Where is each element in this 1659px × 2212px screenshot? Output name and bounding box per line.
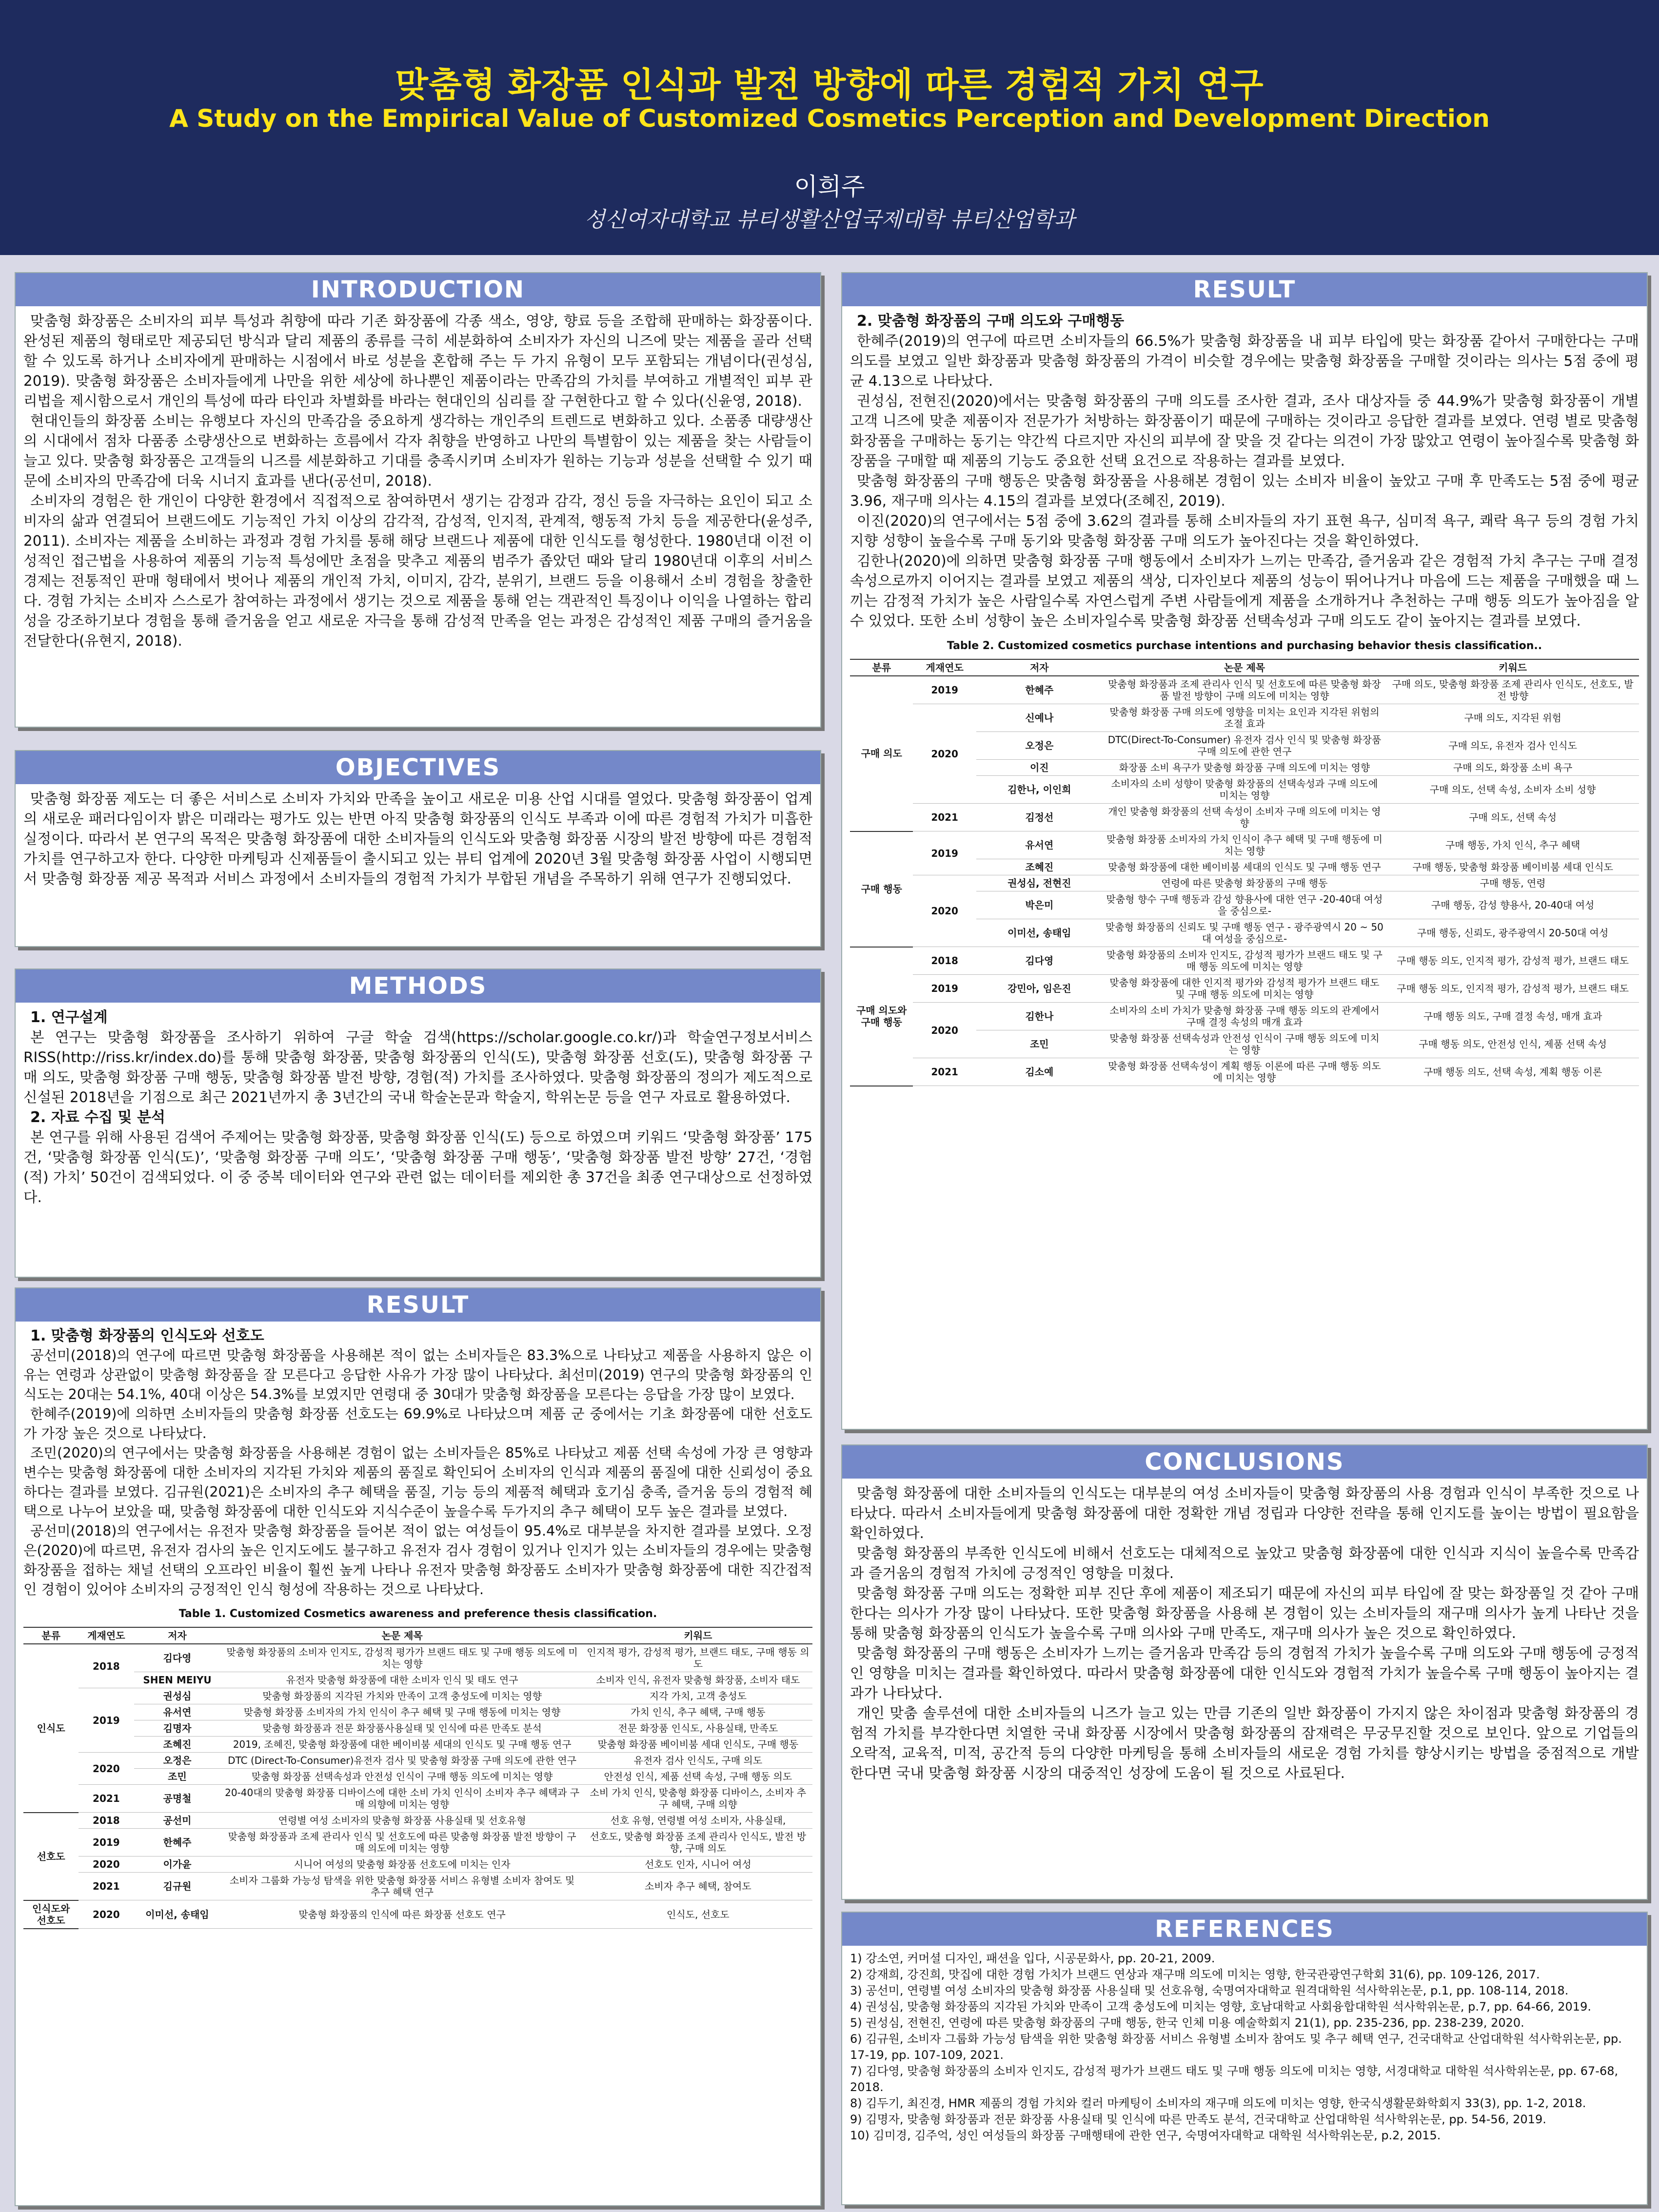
result-paragraph: 공선미(2018)의 연구에서는 유전자 맞춤형 화장품을 들어본 적이 없는 여성들이 95.4%로 대부분을 차지한 결과를 보였다. 오정은(2020)에 따르면, 유전자 검사의 높은 인지도에도 불구하고 유전자 검사 경험이 있거나 인지가 있는 소비자들의 경우에는 맞춤형 화장품을 접하는 채널 선택의 오프라인 비율이 훨씬 높게 나타나 유전자 맞춤형 화장품도 소비자가 맞춤형 화장품에 대한 직간접적인 경험이 있어야 소비자의 긍정적인 인식 형성에 작용하는 것으로 나타났다. bbox=[23, 1523, 812, 1598]
table-cell-keywords: 구매 행동, 맞춤형 화장품 베이비붐 세대 인식도 bbox=[1386, 859, 1639, 875]
table1-caption: Table 1. Customized Cosmetics awareness and preference thesis classification. bbox=[178, 1608, 657, 1620]
col-header: 키워드 bbox=[1386, 659, 1639, 676]
result-paragraph: 김한나(2020)에 의하면 맞춤형 화장품 구매 행동에서 소비자가 느끼는 만족감, 즐거움과 같은 경험적 가치 추구는 구매 결정 속성으로까지 이어지는 결과를 보였고 제품의 색상, 디자인보다 제품의 성능이 뛰어나거나 마음에 드는 제품을 구매했을 때 느끼는 감정적 가치가 높은 사람일수록 자연스럽게 주변 사람들에게 제품을 소개하거나 추천하는 구매 행동 의도가 높아짐을 알 수 있었다. 또한 소비 성향이 높은 소비자일수록 맞춤형 화장품 선택속성과 구매 의도도 같이 높아지는 결과를 보였다. bbox=[850, 553, 1639, 629]
table-cell-author: 김소예 bbox=[976, 1058, 1103, 1086]
col-header: 저자 bbox=[134, 1627, 221, 1644]
methods-heading: METHODS bbox=[16, 969, 820, 1003]
table-cell-year: 2021 bbox=[913, 804, 976, 831]
table-cell-author: 강민아, 임은진 bbox=[976, 975, 1103, 1003]
col-header: 저자 bbox=[976, 659, 1103, 676]
col-header: 게재연도 bbox=[79, 1627, 134, 1644]
conclusions-paragraph: 맞춤형 화장품의 부족한 인식도에 비해서 선호도는 대체적으로 높았고 맞춤형 화장품에 대한 인식과 지식이 높을수록 만족감과 즐거움의 경험적 가치에 긍정적인 영향을 미쳤다. bbox=[850, 1545, 1639, 1581]
introduction-heading: INTRODUCTION bbox=[16, 273, 820, 306]
table-row bbox=[850, 804, 1639, 831]
table-cell-keywords: 구매 의도, 화장품 소비 욕구 bbox=[1386, 760, 1639, 776]
col-header: 게재연도 bbox=[913, 659, 976, 676]
reference-item: 5) 권성심, 전현진, 연령에 따른 맞춤형 화장품의 구매 행동, 한국 인체 미용 예술학회지 21(1), pp. 235-236, pp. 238-239, 2020. bbox=[850, 2016, 1524, 2030]
conclusions-paragraph: 맞춤형 화장품에 대한 소비자들의 인식도는 대부분의 여성 소비자들이 맞춤형 화장품의 사용 경험과 인식이 부족한 것으로 나타났다. 따라서 소비자들에게 맞춤형 화장품에 대한 정확한 개념 정립과 다양한 전략을 통해 인지도를 높이는 방법이 필요함을 확인하였다. bbox=[850, 1485, 1639, 1541]
table-cell-title: 맞춤형 화장품 선택속성과 안전성 인식이 구매 행동 의도에 미치는 영향 bbox=[1103, 1030, 1386, 1058]
table-cell-author: 오정은 bbox=[976, 732, 1103, 760]
table-cell-keywords: 소비자 인식, 유전자 맞춤형 화장품, 소비자 태도 bbox=[584, 1672, 812, 1688]
result-paragraph: 권성심, 전현진(2020)에서는 맞춤형 화장품의 구매 의도를 조사한 결과, 조사 대상자들 중 44.9%가 맞춤형 화장품이 개별 고객 니즈에 맞춘 제품이자 전문가가 처방하는 화장품이기 때문에 구매하는 것이라고 응답한 결과를 보였다. 연령 별로 맞춤형 화장품을 구매하는 동기는 약간씩 다르지만 자신의 피부에 잘 맞을 것 같다는 의견이 가장 많았고 연령이 높아질수록 맞춤형 화장품을 구매할 때 제품의 기능도 중요한 선택 요건으로 작용하는 결과를 보였다. bbox=[850, 393, 1639, 469]
table-cell-author: 한혜주 bbox=[976, 676, 1103, 704]
methods-subheading-design: 1. 연구설계 bbox=[30, 1009, 108, 1026]
table-cell-title: 맞춤형 화장품 구매 의도에 영향을 미치는 요인과 지각된 위험의 조절 효과 bbox=[1103, 704, 1386, 732]
table-cell-keywords: 구매 행동, 신뢰도, 광주광역시 20-50대 여성 bbox=[1386, 919, 1639, 947]
table-cell-title: DTC (Direct-To-Consumer)유전자 검사 및 맞춤형 화장품 구매 의도에 관한 연구 bbox=[220, 1753, 583, 1769]
table-cell-author: 공선미 bbox=[134, 1813, 221, 1829]
table-cell-title: 맞춤형 화장품 소비자의 가치 인식이 추구 혜택 및 구매 행동에 미치는 영향 bbox=[220, 1704, 583, 1720]
table-row bbox=[850, 947, 1639, 975]
table-cell-category: 구매 행동 bbox=[850, 831, 913, 947]
table-cell-title: 맞춤형 화장품의 지각된 가치와 만족이 고객 충성도에 미치는 영향 bbox=[220, 1688, 583, 1704]
table-row bbox=[23, 1813, 812, 1829]
table-cell-author: 조혜진 bbox=[134, 1737, 221, 1753]
table-row bbox=[23, 1900, 812, 1929]
reference-item: 1) 강소연, 커머셜 디자인, 패션을 입다, 시공문화사, pp. 20-21, 2009. bbox=[850, 1952, 1215, 1965]
table-cell-year: 2018 bbox=[79, 1813, 134, 1829]
table-cell-author: 공명철 bbox=[134, 1785, 221, 1813]
table-row bbox=[850, 1003, 1639, 1030]
table2 bbox=[850, 659, 1639, 1086]
table-cell-keywords: 구매 행동, 연령 bbox=[1386, 875, 1639, 891]
table-cell-category: 인식도 bbox=[23, 1644, 79, 1813]
reference-item: 8) 김두기, 최진경, HMR 제품의 경험 가치와 컬러 마케팅이 소비자의 재구매 의도에 미치는 영향, 한국식생활문화학회지 33(3), pp. 1-2, 2018. bbox=[850, 2096, 1586, 2110]
table-cell-year: 2021 bbox=[79, 1785, 134, 1813]
table-row bbox=[23, 1769, 812, 1785]
table-row bbox=[23, 1720, 812, 1737]
table-cell-author: 박은미 bbox=[976, 891, 1103, 919]
table-cell-year: 2019 bbox=[913, 975, 976, 1003]
conclusions-paragraph: 맞춤형 화장품의 구매 행동은 소비자가 느끼는 즐거움과 만족감 등의 경험적 가치가 높을수록 구매 의도와 구매 행동에 긍정적인 영향을 미치는 결과를 확인하였다. 따라서 맞춤형 화장품에 대한 인식도와 경험적 가치가 높을수록 구매 행동이 높아지는 결과가 나타났다. bbox=[850, 1645, 1639, 1701]
table-cell-author: 이진 bbox=[976, 760, 1103, 776]
table-cell-author: 김정선 bbox=[976, 804, 1103, 831]
table-cell-year: 2020 bbox=[79, 1900, 134, 1929]
table-cell-year: 2020 bbox=[913, 1003, 976, 1058]
title-english: A Study on the Empirical Value of Customized Cosmetics Perception and Development Direction bbox=[169, 104, 1490, 133]
table-cell-keywords: 선호도, 맞춤형 화장품 조제 관리사 인식도, 발전 방향, 구매 의도 bbox=[584, 1829, 812, 1856]
table-cell-keywords: 선호도 인자, 시니어 여성 bbox=[584, 1856, 812, 1873]
result-paragraph: 공선미(2018)의 연구에 따르면 맞춤형 화장품을 사용해본 적이 없는 소비자들은 83.3%으로 나타났고 제품을 사용하지 않은 이유는 연령과 상관없이 맞춤형 화장품을 잘 모른다고 응답한 사유가 가장 많이 나타났다. 최선미(2019) 연구의 맞춤형 화장품의 인식도는 20대는 54.1%, 40대 이상은 54.3%를 보였지만 연령대 중 30대가 맞춤형 화장품을 모른다는 응답을 가장 많이 보였다. bbox=[23, 1347, 812, 1402]
table-cell-author: 김한나, 이인희 bbox=[976, 776, 1103, 804]
table-cell-author: 이미선, 송태임 bbox=[976, 919, 1103, 947]
table-row bbox=[850, 875, 1639, 891]
author-affiliation: 성신여자대학교 뷰티생활산업국제대학 뷰티산업학과 bbox=[584, 207, 1075, 232]
table-cell-keywords: 소비 가치 인식, 맞춤형 화장품 디바이스, 소비자 추구 혜택, 구매 의향 bbox=[584, 1785, 812, 1813]
table-cell-title: 연령별 여성 소비자의 맞춤형 화장품 사용실태 및 선호유형 bbox=[220, 1813, 583, 1829]
table-row bbox=[23, 1856, 812, 1873]
conclusions-paragraph: 개인 맞춤 솔루션에 대한 소비자들의 니즈가 늘고 있는 만큼 기존의 일반 화장품이 가지지 않은 차이점과 맞춤형 화장품의 경험적 가치를 부각한다면 치열한 국내 화장품 시장에서 맞춤형 화장품의 잠재력은 무궁무진할 것으로 보인다. 앞으로 기업들의 오락적, 교육적, 미적, 공간적 등의 다양한 마케팅을 통해 소비자들의 새로운 경험 가치를 향상시키는 방법을 중점적으로 개발한다면 국내 맞춤형 화장품 시장의 대중적인 성장에 도움이 될 것으로 사료된다. bbox=[850, 1705, 1639, 1781]
table-row bbox=[23, 1829, 812, 1856]
table-row bbox=[850, 1058, 1639, 1086]
result-subheading: 1. 맞춤형 화장품의 인식도와 선호도 bbox=[30, 1327, 264, 1344]
table-cell-author: 김다영 bbox=[134, 1644, 221, 1672]
result-heading: RESULT bbox=[842, 273, 1647, 306]
objectives-panel bbox=[15, 750, 821, 947]
table-row bbox=[850, 704, 1639, 732]
table-cell-keywords: 맞춤형 화장품 베이비붐 세대 인식도, 구매 행동 bbox=[584, 1737, 812, 1753]
table-cell-author: 이가윤 bbox=[134, 1856, 221, 1873]
table-cell-year: 2020 bbox=[913, 704, 976, 804]
reference-item: 6) 김규원, 소비자 그룹화 가능성 탐색을 위한 맞춤형 화장품 서비스 유형별 소비자 참여도 및 추구 혜택 연구, 건국대학교 산업대학원 석사학위논문, pp. 17-19, pp. 107-109, 2021. bbox=[850, 2032, 1622, 2062]
table-cell-keywords: 인지적 평가, 감성적 평가, 브랜드 태도, 구매 행동 의도 bbox=[584, 1644, 812, 1672]
reference-item: 2) 강재희, 강진희, 맛집에 대한 경험 가치가 브랜드 연상과 재구매 의도에 미치는 영향, 한국관광연구학회 31(6), pp. 109-126, 2017. bbox=[850, 1968, 1540, 1981]
table-cell-title: 맞춤형 화장품에 대한 베이비붐 세대의 인식도 및 구매 행동 연구 bbox=[1103, 859, 1386, 875]
table-cell-author: 신예나 bbox=[976, 704, 1103, 732]
title-korean: 맞춤형 화장품 인식과 발전 방향에 따른 경험적 가치 연구 bbox=[395, 65, 1264, 105]
table-cell-title: 유전자 맞춤형 화장품에 대한 소비자 인식 및 태도 연구 bbox=[220, 1672, 583, 1688]
references-panel bbox=[841, 1912, 1648, 2205]
table-cell-author: 권성심 bbox=[134, 1688, 221, 1704]
table-cell-keywords: 구매 행동 의도, 인지적 평가, 감성적 평가, 브랜드 태도 bbox=[1386, 947, 1639, 975]
table-cell-title: DTC(Direct-To-Consumer) 유전자 검사 인식 및 맞춤형 화장품 구매 의도에 관한 연구 bbox=[1103, 732, 1386, 760]
result-awareness-panel bbox=[15, 1287, 821, 2206]
reference-item: 7) 김다영, 맞춤형 화장품의 소비자 인지도, 감성적 평가가 브랜드 태도 및 구매 행동 의도에 미치는 영향, 서경대학교 대학원 석사학위논문, pp. 67-68, 2018. bbox=[850, 2064, 1619, 2094]
result-paragraph: 이진(2020)의 연구에서는 5점 중에 3.62의 결과를 통해 소비자들의 자기 표현 욕구, 심미적 욕구, 쾌락 욕구 등의 경험 가치 지향 성향이 높을수록 구매 동기와 맞춤형 화장품 구매 의도가 높아진다는 것을 확인하였다. bbox=[850, 513, 1639, 549]
table-cell-author: 조혜진 bbox=[976, 859, 1103, 875]
table-cell-author: 유서연 bbox=[134, 1704, 221, 1720]
table-cell-title: 맞춤형 화장품의 인식에 따른 화장품 선호도 연구 bbox=[220, 1900, 583, 1929]
objectives-paragraph: 맞춤형 화장품 제도는 더 좋은 서비스로 소비자 가치와 만족을 높이고 새로운 미용 산업 시대를 열었다. 맞춤형 화장품이 업계의 새로운 패러다임이자 밝은 미래라는 평가도 있는 반면 아직 맞춤형 화장품의 인식도 부족과 이에 따른 경험적 가치가 미흡한 실정이다. 따라서 본 연구의 목적은 맞춤형 화장품에 대한 소비자들의 인식도와 맞춤형 화장품 시장의 발전 방향에 따른 경험적 가치를 연구하고자 한다. 다양한 마케팅과 신제품들이 출시되고 있는 뷰티 업계에 2020년 3월 맞춤형 화장품 사업이 시행되면서 맞춤형 화장품 제공 목적과 서비스 과정에서 소비자들의 경험적 가치가 부합된 개념을 주목하기 위해 연구가 진행되었다. bbox=[23, 790, 812, 887]
table-cell-title: 소비자 그룹화 가능성 탐색을 위한 맞춤형 화장품 서비스 유형별 소비자 참여도 및 추구 혜택 연구 bbox=[220, 1873, 583, 1900]
table-cell-title: 시니어 여성의 맞춤형 화장품 선호도에 미치는 인자 bbox=[220, 1856, 583, 1873]
table-cell-year: 2019 bbox=[79, 1688, 134, 1753]
result-paragraph: 조민(2020)의 연구에서는 맞춤형 화장품을 사용해본 경험이 없는 소비자들은 85%로 나타났고 제품 선택 속성에 가장 큰 영향과 변수는 맞춤형 화장품에 대한 소비자의 지각된 가치와 제품의 품질로 확인되어 소비자의 인식과 제품의 품질에 대한 신뢰성이 중요하다는 결과를 보였다. 김규원(2021)은 소비자의 추구 혜택을 품질, 기능 등의 제품적 혜택과 호기심 충족, 즐거움 등의 경험적 혜택으로 나누어 보았을 때, 맞춤형 화장품에 대한 인식도와 지식수준이 높을수록 두가지의 추구 혜택이 모두 높은 결과를 보였다. bbox=[23, 1445, 812, 1520]
table-cell-title: 맞춤형 화장품 소비자의 가치 인식이 추구 혜택 및 구매 행동에 미치는 영향 bbox=[1103, 831, 1386, 859]
table-cell-keywords: 구매 의도, 선택 속성, 소비자 소비 성향 bbox=[1386, 776, 1639, 804]
table-cell-keywords: 선호 유형, 연령별 여성 소비자, 사용실태, bbox=[584, 1813, 812, 1829]
table-cell-keywords: 구매 의도, 지각된 위험 bbox=[1386, 704, 1639, 732]
table-cell-year: 2020 bbox=[79, 1856, 134, 1873]
table-cell-category: 인식도와 선호도 bbox=[23, 1900, 79, 1929]
reference-item: 4) 권성심, 맞춤형 화장품의 지각된 가치와 만족이 고객 충성도에 미치는 영향, 호남대학교 사회융합대학원 석사학위논문, p.7, pp. 64-66, 2019. bbox=[850, 2000, 1591, 2014]
col-header: 논문 제목 bbox=[220, 1627, 583, 1644]
table-cell-title: 맞춤형 화장품의 소비자 인지도, 감성적 평가가 브랜드 태도 및 구매 행동 의도에 미치는 영향 bbox=[1103, 947, 1386, 975]
table-row bbox=[23, 1873, 812, 1900]
table-row bbox=[23, 1672, 812, 1688]
intro-paragraph: 맞춤형 화장품은 소비자의 피부 특성과 취향에 따라 기존 화장품에 각종 색소, 영양, 향료 등을 조합해 판매하는 화장품이다. 완성된 제품의 형태로만 제공되던 방식과 달리 제품의 종류를 극히 세분화하여 소비자가 자신의 니즈에 맞는 제품을 골라 선택할 수 있도록 하거나 소비자에게 판매하는 시점에서 바로 성분을 혼합해 주는 두 가지 유형이 모두 포함되는 개념이다(권성심, 2019). 맞춤형 화장품은 소비자들에게 나만을 위한 세상에 하나뿐인 제품이라는 만족감의 가치를 부여하고 개별적인 피부 관리법을 제시함으로서 개인의 특성에 따라 타인과 차별화를 바라는 현대인의 심리를 잘 구현한다고 할 수 있다(신윤영, 2018). bbox=[23, 313, 812, 409]
table-row bbox=[23, 1785, 812, 1813]
table-row bbox=[23, 1737, 812, 1753]
table2-caption: Table 2. Customized cosmetics purchase intentions and purchasing behavior thesis classification.. bbox=[947, 640, 1542, 652]
methods-panel bbox=[15, 968, 821, 1278]
table-cell-keywords: 지각 가치, 고객 충성도 bbox=[584, 1688, 812, 1704]
table-row bbox=[23, 1753, 812, 1769]
table-cell-author: 김규원 bbox=[134, 1873, 221, 1900]
table-row bbox=[850, 831, 1639, 859]
table-cell-category: 선호도 bbox=[23, 1813, 79, 1900]
table-cell-author: 이미선, 송태임 bbox=[134, 1900, 221, 1929]
objectives-heading: OBJECTIVES bbox=[16, 751, 820, 784]
methods-subheading-data: 2. 자료 수집 및 분석 bbox=[30, 1109, 165, 1126]
table-cell-year: 2021 bbox=[913, 1058, 976, 1086]
table-cell-title: 맞춤형 향수 구매 행동과 감성 향용사에 대한 연구 -20-40대 여성을 중심으로- bbox=[1103, 891, 1386, 919]
reference-item: 9) 김명자, 맞춤형 화장품과 전문 화장품 사용실태 및 인식에 따른 만족도 분석, 건국대학교 산업대학원 석사학위논문, pp. 54-56, 2019. bbox=[850, 2113, 1546, 2126]
result-subheading: 2. 맞춤형 화장품의 구매 의도와 구매행동 bbox=[857, 313, 1125, 330]
table-cell-title: 맞춤형 화장품의 신뢰도 및 구매 행동 연구 - 광주광역시 20 ~ 50대 여성을 중심으로- bbox=[1103, 919, 1386, 947]
poster-header bbox=[0, 0, 1659, 255]
table-cell-title: 소비자의 소비 가치가 맞춤형 화장품 구매 행동 의도의 관계에서 구매 결정 속성의 매개 효과 bbox=[1103, 1003, 1386, 1030]
table-cell-keywords: 구매 행동, 감성 향용사, 20-40대 여성 bbox=[1386, 891, 1639, 919]
table-cell-author: 한혜주 bbox=[134, 1829, 221, 1856]
table1 bbox=[23, 1627, 812, 1929]
table-cell-author: 김다영 bbox=[976, 947, 1103, 975]
table-cell-title: 20-40대의 맞춤형 화장품 디바이스에 대한 소비 가치 인식이 소비자 추구 혜택과 구매 의향에 미치는 영향 bbox=[220, 1785, 583, 1813]
methods-paragraph: 본 연구는 맞춤형 화장품을 조사하기 위하여 구글 학술 검색(https://scholar.google.co.kr/)과 학술연구정보서비스 RISS(http://riss.kr/index.do)를 통해 맞춤형 화장품, 맞춤형 화장품의 인식(도), 맞춤형 화장품 선호(도), 맞춤형 화장품 구매 의도, 맞춤형 화장품 구매 행동, 맞춤형 화장품 발전 방향, 경험(적) 가치를 조사하였다. 맞춤형 화장품의 정의가 제도적으로 신설된 2018년을 기점으로 최근 2021년까지 총 3년간의 국내 학술논문과 학술지, 학위논문 등을 연구 자료로 활용하였다. bbox=[23, 1029, 812, 1106]
table-cell-author: 김한나 bbox=[976, 1003, 1103, 1030]
table-cell-category: 구매 의도 bbox=[850, 676, 913, 831]
table-cell-year: 2020 bbox=[79, 1753, 134, 1785]
table-cell-title: 맞춤형 화장품과 전문 화장품사용실태 및 인식에 따른 만족도 분석 bbox=[220, 1720, 583, 1737]
table-cell-keywords: 구매 행동 의도, 안전성 인식, 제품 선택 속성 bbox=[1386, 1030, 1639, 1058]
table-cell-title: 2019, 조혜진, 맞춤형 화장품에 대한 베이비붐 세대의 인식도 및 구매 행동 연구 bbox=[220, 1737, 583, 1753]
table-cell-keywords: 구매 의도, 맞춤형 화장품 조제 관리사 인식도, 선호도, 발전 방향 bbox=[1386, 676, 1639, 704]
table-row bbox=[23, 1688, 812, 1704]
conclusions-paragraph: 맞춤형 화장품 구매 의도는 정확한 피부 진단 후에 제품이 제조되기 때문에 자신의 피부 타입에 잘 맞는 화장품일 것 같아 구매한다는 의사가 가장 많이 나타났다. 또한 맞춤형 화장품을 사용해 본 경험이 있는 소비자들의 재구매 의사가 높게 나타난 것을 통해 맞춤형 화장품의 인식도가 높을수록 구매 의사와 구매 만족도, 재구매 의사가 높은 것으로 확인하였다. bbox=[850, 1585, 1639, 1641]
table-cell-title: 연령에 따른 맞춤형 화장품의 구매 행동 bbox=[1103, 875, 1386, 891]
table-cell-year: 2021 bbox=[79, 1873, 134, 1900]
table-cell-author: 권성심, 전현진 bbox=[976, 875, 1103, 891]
intro-paragraph: 현대인들의 화장품 소비는 유행보다 자신의 만족감을 중요하게 생각하는 개인주의 트렌드로 변화하고 있다. 소품종 대량생산의 시대에서 점차 다품종 소량생산으로 변화하는 흐름에서 각자 취향을 반영하고 나만의 특별함이 있는 제품을 찾는 사람들이 늘고 있다. 맞춤형 화장품은 고객들의 니즈를 세분화하고 기대를 충족시키며 소비자가 원하는 기능과 성분을 선택할 수 있기 때문에 소비자의 만족감에 더욱 시너지 효과를 낸다(공선미, 2018). bbox=[23, 413, 812, 489]
references-heading: REFERENCES bbox=[842, 1913, 1647, 1946]
reference-item: 10) 김미경, 김주억, 성인 여성들의 화장품 구매행태에 관한 연구, 숙명여자대학교 대학원 석사학위논문, p.2, 2015. bbox=[850, 2129, 1441, 2142]
table-cell-title: 개인 맞춤형 화장품의 선택 속성이 소비자 구매 의도에 미치는 영향 bbox=[1103, 804, 1386, 831]
table-cell-year: 2018 bbox=[79, 1644, 134, 1688]
table-cell-keywords: 소비자 추구 혜택, 참여도 bbox=[584, 1873, 812, 1900]
table-cell-year: 2019 bbox=[913, 831, 976, 875]
result-heading: RESULT bbox=[16, 1288, 820, 1322]
col-header: 키워드 bbox=[584, 1627, 812, 1644]
table-cell-keywords: 유전자 검사 인식도, 구매 의도 bbox=[584, 1753, 812, 1769]
table-cell-keywords: 구매 행동 의도, 선택 속성, 계획 행동 이론 bbox=[1386, 1058, 1639, 1086]
table-cell-year: 2020 bbox=[913, 875, 976, 947]
table-row bbox=[850, 676, 1639, 704]
table-cell-keywords: 구매 행동, 가치 인식, 추구 혜택 bbox=[1386, 831, 1639, 859]
table-cell-title: 화장품 소비 욕구가 맞춤형 화장품 구매 의도에 미치는 영향 bbox=[1103, 760, 1386, 776]
table-cell-year: 2018 bbox=[913, 947, 976, 975]
introduction-panel bbox=[15, 272, 821, 728]
table-cell-category: 구매 의도와 구매 행동 bbox=[850, 947, 913, 1086]
conclusions-heading: CONCLUSIONS bbox=[842, 1445, 1647, 1479]
table-cell-keywords: 구매 행동 의도, 구매 결정 속성, 매개 효과 bbox=[1386, 1003, 1639, 1030]
methods-paragraph: 본 연구를 위해 사용된 검색어 주제어는 맞춤형 화장품, 맞춤형 화장품 인식(도) 등으로 하였으며 키워드 ‘맞춤형 화장품’ 175건, ‘맞춤형 화장품 인식(도)’, ‘맞춤형 화장품 구매 의도’, ‘맞춤형 화장품 구매 행동’, ‘맞춤형 화장품 발전 방향’ 27건, ‘경험(적) 가치’ 50건이 검색되었다. 이 중 중복 데이터와 연구와 관련 없는 데이터를 제외한 총 37건을 최종 연구대상으로 선정하였다. bbox=[23, 1129, 812, 1205]
table-row bbox=[850, 975, 1639, 1003]
table-cell-keywords: 인식도, 선호도 bbox=[584, 1900, 812, 1929]
col-header: 분류 bbox=[850, 659, 913, 676]
table-cell-title: 맞춤형 화장품 선택속성이 계획 행동 이론에 따른 구매 행동 의도에 미치는 영향 bbox=[1103, 1058, 1386, 1086]
table-cell-author: 조민 bbox=[134, 1769, 221, 1785]
conclusions-panel bbox=[841, 1444, 1648, 1900]
table-cell-keywords: 가치 인식, 추구 혜택, 구매 행동 bbox=[584, 1704, 812, 1720]
table-cell-year: 2019 bbox=[79, 1829, 134, 1856]
result-paragraph: 맞춤형 화장품의 구매 행동은 맞춤형 화장품을 사용해본 경험이 있는 소비자 비율이 높았고 구매 후 만족도는 5점 중에 평균 3.96, 재구매 의사는 4.15의 결과를 보였다(조혜진, 2019). bbox=[850, 473, 1639, 509]
table-cell-keywords: 안전성 인식, 제품 선택 속성, 구매 행동 의도 bbox=[584, 1769, 812, 1785]
table-cell-title: 맞춤형 화장품 선택속성과 안전성 인식이 구매 행동 의도에 미치는 영향 bbox=[220, 1769, 583, 1785]
col-header: 분류 bbox=[23, 1627, 79, 1644]
table-cell-author: 김명자 bbox=[134, 1720, 221, 1737]
table-cell-title: 맞춤형 화장품에 대한 인지적 평가와 감성적 평가가 브랜드 태도 및 구매 행동 의도에 미치는 영향 bbox=[1103, 975, 1386, 1003]
table-cell-author: 유서연 bbox=[976, 831, 1103, 859]
table-row bbox=[23, 1644, 812, 1672]
result-paragraph: 한혜주(2019)의 연구에 따르면 소비자들의 66.5%가 맞춤형 화장품을 내 피부 타입에 맞는 화장품 같아서 구매한다는 구매 의도를 보였고 일반 화장품과 맞춤형 화장품의 가격이 비슷할 경우에는 맞춤형 화장품을 구매할 것이라는 의사는 5점 중에 평균 4.13으로 나타났다. bbox=[850, 333, 1639, 389]
table-cell-keywords: 구매 의도, 유전자 검사 인식도 bbox=[1386, 732, 1639, 760]
col-header: 논문 제목 bbox=[1103, 659, 1386, 676]
table-row bbox=[23, 1704, 812, 1720]
table-cell-author: 오정은 bbox=[134, 1753, 221, 1769]
table-cell-author: SHEN MEIYU bbox=[134, 1672, 221, 1688]
table-cell-title: 맞춤형 화장품과 조제 관리사 인식 및 선호도에 따른 맞춤형 화장품 발전 방향이 구매 의도에 미치는 영향 bbox=[1103, 676, 1386, 704]
result-paragraph: 한혜주(2019)에 의하면 소비자들의 맞춤형 화장품 선호도는 69.9%로 나타났으며 제품 군 중에서는 기초 화장품에 대한 선호도가 가장 높은 것으로 나타났다. bbox=[23, 1406, 812, 1442]
intro-paragraph: 소비자의 경험은 한 개인이 다양한 환경에서 직접적으로 참여하면서 생기는 감정과 감각, 정신 등을 자극하는 요인이 되고 소비자의 삶과 연결되어 브랜드에도 기능적인 가치 이상의 감각적, 감성적, 인지적, 관계적, 행동적 가치 등을 제공한다(윤성주, 2011). 소비자는 제품을 소비하는 과정과 경험 가치를 통해 해당 브랜드나 제품에 대한 인식도를 형성한다. 1980년대 이전 이성적인 접근법을 사용하여 제품의 기능적 특성에만 초점을 맞추고 제품의 범주가 좁았던 때와 달리 1980년대 이후의 서비스 경제는 전통적인 판매 형태에서 벗어나 제품의 개인적 가치, 이미지, 감각, 분위기, 브랜드 등을 이용해서 소비 경험을 창출한다. 경험 가치는 소비자 스스로가 참여하는 과정에서 생기는 것으로 제품을 통해 얻는 객관적인 특징이나 이익을 나열하는 합리성을 강조하기보다 경험을 통해 즐거움을 얻고 새로운 자극을 통해 감성적 만족을 얻는 과정은 감성적인 제품 구매의 즐거움을 전달한다(유현지, 2018). bbox=[23, 493, 812, 649]
reference-item: 3) 공선미, 연령별 여성 소비자의 맞춤형 화장품 사용실태 및 선호유형, 숙명여자대학교 원격대학원 석사학위논문, p.1, pp. 108-114, 2018. bbox=[850, 1984, 1569, 1997]
result-purchase-panel bbox=[841, 272, 1648, 1430]
table-cell-author: 조민 bbox=[976, 1030, 1103, 1058]
table-cell-keywords: 전문 화장품 인식도, 사용실태, 만족도 bbox=[584, 1720, 812, 1737]
table-cell-title: 맞춤형 화장품과 조제 관리사 인식 및 선호도에 따른 맞춤형 화장품 발전 방향이 구매 의도에 미치는 영향 bbox=[220, 1829, 583, 1856]
table-cell-year: 2019 bbox=[913, 676, 976, 704]
table-cell-keywords: 구매 의도, 선택 속성 bbox=[1386, 804, 1639, 831]
author-name: 이희주 bbox=[794, 173, 865, 201]
table-cell-keywords: 구매 행동 의도, 인지적 평가, 감성적 평가, 브랜드 태도 bbox=[1386, 975, 1639, 1003]
table-cell-title: 맞춤형 화장품의 소비자 인지도, 감성적 평가가 브랜드 태도 및 구매 행동 의도에 미치는 영향 bbox=[220, 1644, 583, 1672]
table-cell-title: 소비자의 소비 성향이 맞춤형 화장품의 선택속성과 구매 의도에 미치는 영향 bbox=[1103, 776, 1386, 804]
